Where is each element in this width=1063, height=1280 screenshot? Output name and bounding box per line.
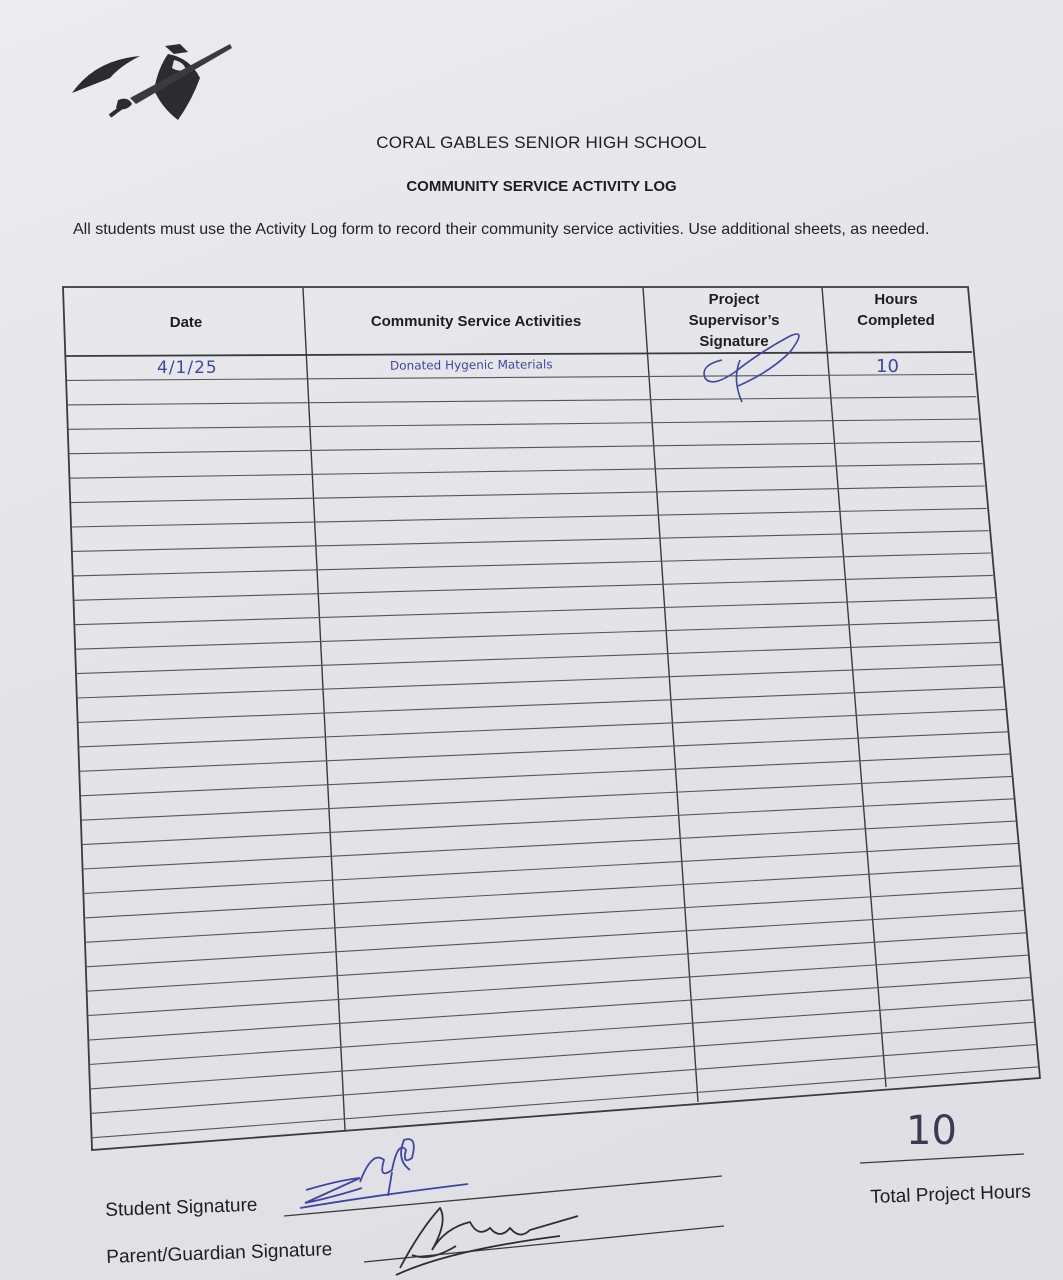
parent-signature-label: Parent/Guardian Signature (106, 1239, 333, 1268)
table-row-line (88, 978, 1030, 1041)
column-header-activities: Community Service Activities (370, 313, 582, 330)
school-name: CORAL GABLES SENIOR HIGH SCHOOL (376, 133, 707, 152)
table-row-line (70, 464, 983, 479)
table-row-line (71, 486, 985, 503)
table-row-line (81, 776, 1012, 820)
table-row-line (72, 508, 987, 527)
total-hours-label: Total Project Hours (870, 1181, 1032, 1208)
table-row-line (88, 955, 1029, 1016)
table-row-line (87, 933, 1027, 991)
table-row-line (82, 799, 1014, 845)
table-row-line (76, 642, 999, 673)
table-row-line (73, 553, 991, 576)
table-row-line (68, 419, 978, 429)
table-row-line (92, 1067, 1039, 1138)
table-row-line (75, 598, 995, 625)
entry-date: 4/1/25 (157, 358, 218, 378)
table-row-line (68, 397, 977, 405)
table-row-line (74, 575, 993, 600)
table-row-line (84, 866, 1020, 918)
table-row-line (69, 441, 980, 453)
entry-hours: 10 (876, 356, 899, 377)
table-row-line (84, 843, 1018, 893)
form-title: COMMUNITY SERVICE ACTIVITY LOG (406, 178, 677, 195)
table-row-line (72, 531, 988, 552)
table-row-line (86, 911, 1024, 967)
table-row-line (76, 620, 998, 649)
student-signature-label: Student Signature (105, 1194, 258, 1221)
table-row-line (85, 888, 1022, 942)
entry-activity: Donated Hygenic Materials (389, 357, 553, 373)
table-row-line (83, 821, 1016, 869)
table-row-line (79, 709, 1006, 747)
total-hours-value: 10 (906, 1108, 957, 1154)
instructions-text: All students must use the Activity Log form to record their community service activities. Use additional sheets, as needed. (73, 221, 930, 238)
column-header-date: Date (169, 314, 203, 331)
column-header-supervisor-signature: Project Supervisor’s Signature (688, 291, 780, 350)
table-row-line (80, 754, 1009, 796)
table-row-line (78, 687, 1003, 722)
table-row-line (80, 732, 1008, 772)
column-header-hours-completed: Hours Completed (857, 291, 935, 329)
